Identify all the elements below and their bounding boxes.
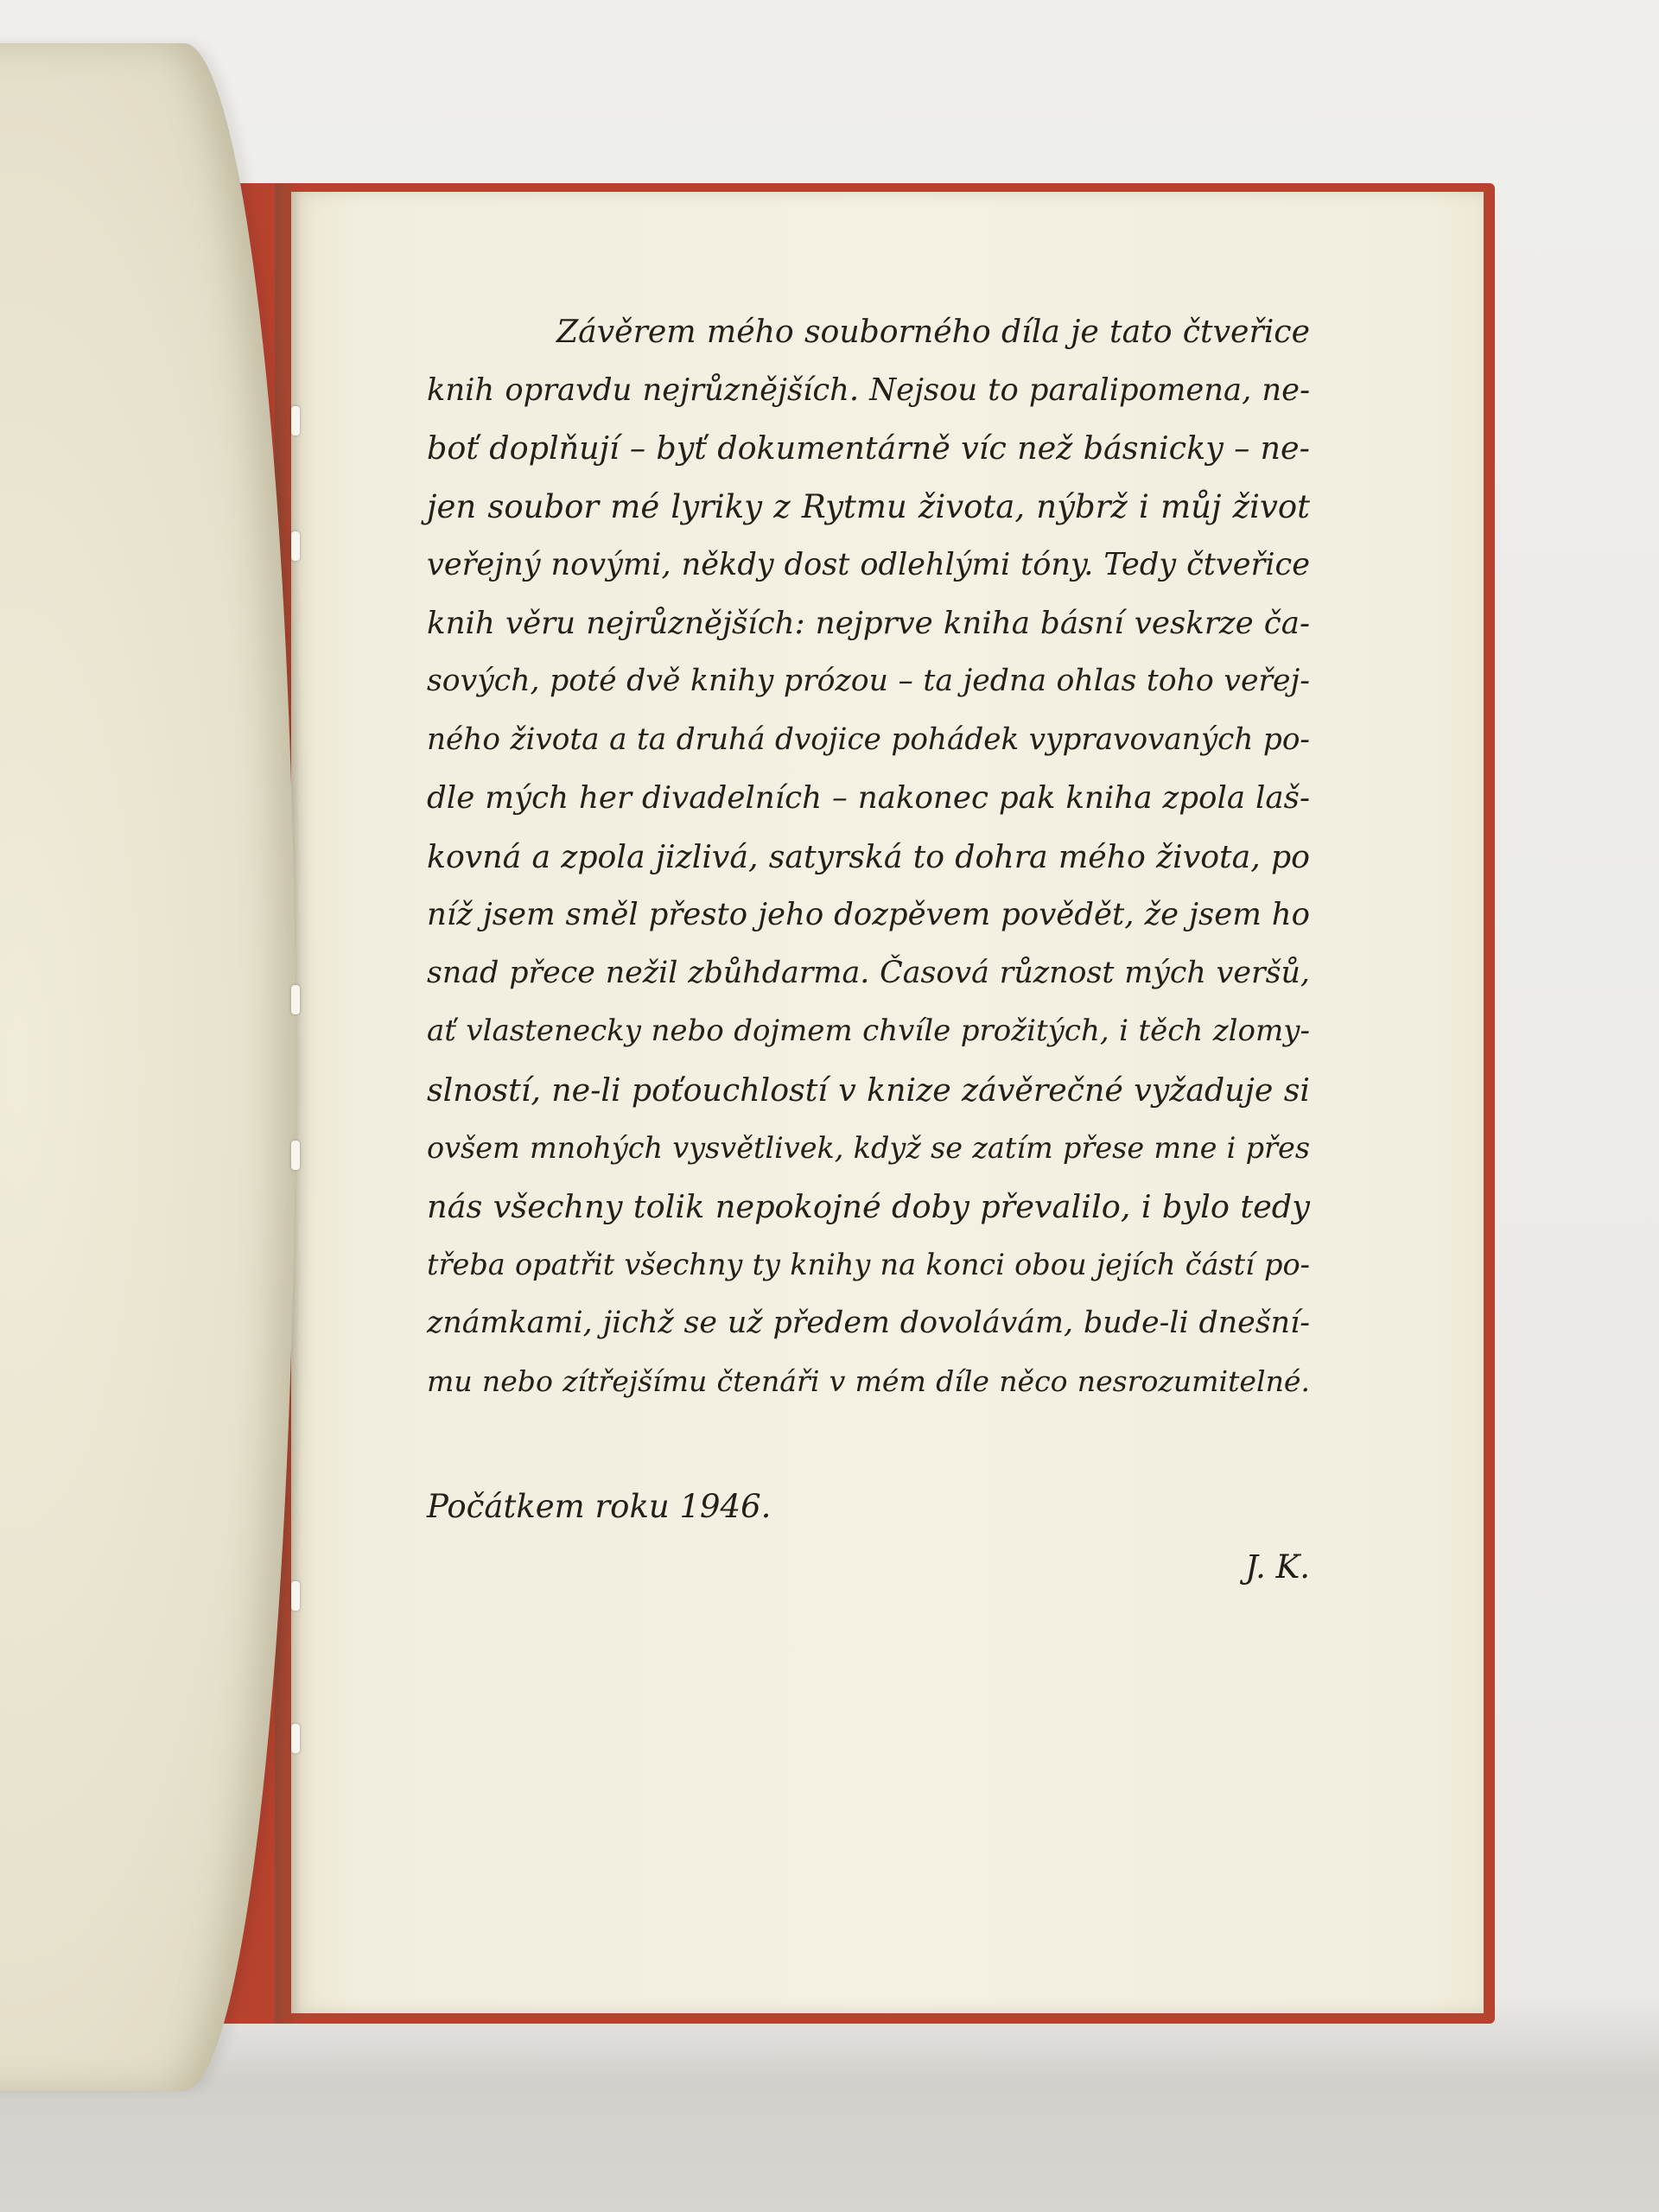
preface-paragraph bbox=[427, 302, 1310, 1411]
binding-stitch bbox=[291, 985, 300, 1014]
binding-stitch bbox=[291, 531, 300, 561]
text-line: níž jsem směl přesto jeho dozpěvem povědět, že jsem ho bbox=[427, 897, 1310, 932]
text-line: dle mých her divadelních – nakonec pak kniha zpola laš- bbox=[427, 780, 1310, 816]
text-line: veřejný novými, někdy dost odlehlými tóny. Tedy čtveřice bbox=[427, 547, 1310, 582]
text-line: jen soubor mé lyriky z Rytmu života, nýbrž i můj život bbox=[427, 487, 1310, 525]
text-line: třeba opatřit všechny ty knihy na konci obou jejích částí po- bbox=[427, 1248, 1310, 1281]
text-line: mu nebo zítřejšímu čtenáři v mém díle něco nesrozumitelné. bbox=[427, 1364, 1310, 1398]
text-line: slností, ne-li poťouchlostí v knize závěrečné vyžaduje si bbox=[427, 1071, 1310, 1109]
binding-stitch bbox=[291, 1724, 300, 1753]
text-line: kovná a zpola jizlivá, satyrská to dohra mého života, po bbox=[427, 837, 1310, 875]
text-line: známkami, jichž se už předem dovolávám, bude-li dnešní- bbox=[427, 1305, 1310, 1340]
text-line: snad přece nežil zbůhdarma. Časová různost mých veršů, bbox=[427, 955, 1310, 990]
text-line: knih opravdu nejrůznějších. Nejsou to paralipomena, ne- bbox=[427, 372, 1310, 408]
text-line: Závěrem mého souborného díla je tato čtveřice bbox=[556, 313, 1310, 350]
dateline: Počátkem roku 1946. bbox=[427, 1488, 772, 1525]
text-line: boť doplňují – byť dokumentárně víc než básnicky – ne- bbox=[427, 429, 1310, 467]
text-line: nás všechny tolik nepokojné doby převalilo, i bylo tedy bbox=[427, 1187, 1310, 1225]
text-line: ného života a ta druhá dvojice pohádek vypravovaných po- bbox=[427, 721, 1310, 757]
text-line: ať vlastenecky nebo dojmem chvíle prožitých, i těch zlomy- bbox=[427, 1014, 1310, 1048]
left-page bbox=[0, 43, 296, 2091]
text-line: sových, poté dvě knihy prózou – ta jedna ohlas toho veřej- bbox=[427, 664, 1310, 698]
text-line: ovšem mnohých vysvětlivek, když se zatím přese mne i přes bbox=[427, 1131, 1310, 1165]
author-initials: J. K. bbox=[1245, 1548, 1310, 1586]
binding-stitch bbox=[291, 1141, 300, 1170]
binding-stitch bbox=[291, 1581, 300, 1611]
text-line: knih věru nejrůznějších: nejprve kniha básní veskrze ča- bbox=[427, 605, 1310, 641]
binding-stitch bbox=[291, 406, 300, 435]
table-shadow bbox=[0, 1996, 1659, 2212]
